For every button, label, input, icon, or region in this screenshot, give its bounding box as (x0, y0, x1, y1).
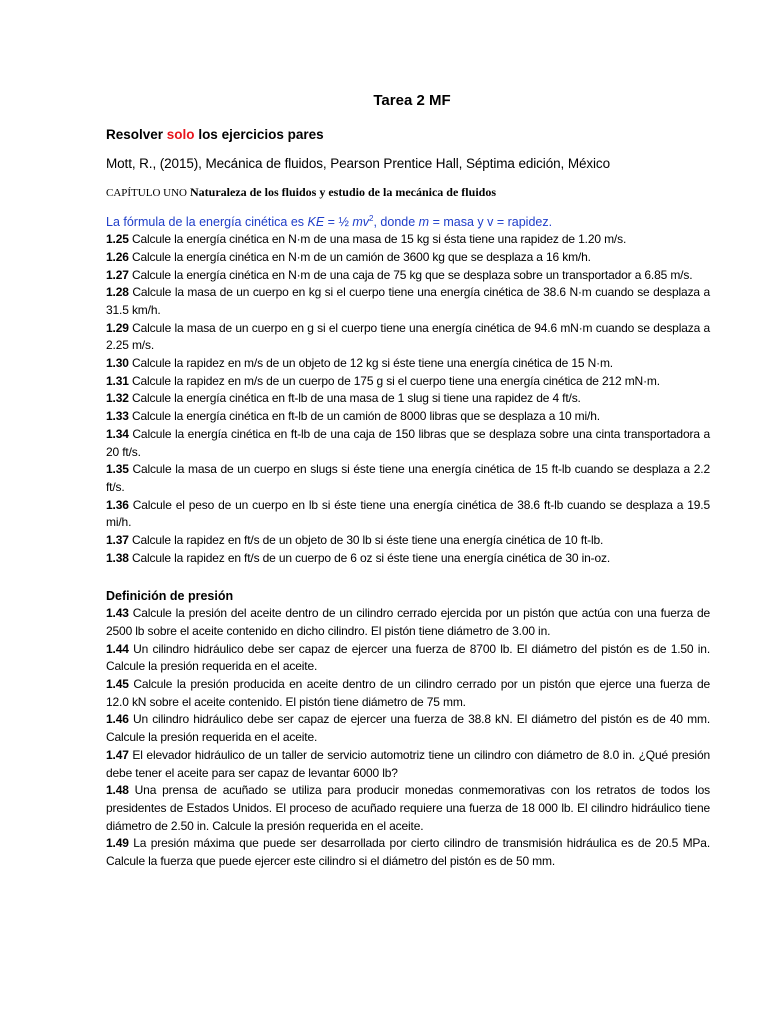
problem-number: 1.32 (106, 391, 129, 406)
problem-item (106, 231, 710, 249)
problem-list-kinetic-energy (106, 231, 710, 567)
problem-number: 1.25 (106, 232, 129, 247)
problem-text: Calcule la energía cinética en ft-lb de una caja de 150 libras que se desplaza sobre una cinta transportadora a 20 ft/s. (106, 426, 711, 459)
problem-number: 1.45 (106, 677, 129, 692)
problem-text: Calcule la masa de un cuerpo en slugs si éste tiene una energía cinética de 15 ft-lb cuando se desplaza a 2.2 ft/s. (106, 462, 710, 494)
problem-item (106, 782, 710, 835)
problem-number: 1.34 (106, 426, 129, 441)
problem-list-pressure (106, 605, 710, 871)
problem-item (106, 835, 710, 870)
bibliographic-reference: Mott, R., (2015), Mecánica de fluidos, Pearson Prentice Hall, Séptima edición, México (106, 156, 610, 171)
problem-number: 1.30 (106, 356, 129, 371)
problem-text: La presión máxima que puede ser desarrollada por cierto cilindro de transmisión hidráulica es de 20.5 MPa. Calcule la fuerza que puede ejercer este cilindro si el diámetro del pistón es de 50 mm. (106, 836, 710, 869)
section-heading-pressure: Definición de presión (106, 588, 234, 603)
formula-mid: , donde (373, 215, 419, 230)
problem-text: Calcule el peso de un cuerpo en lb si éste tiene una energía cinética de 38.6 ft-lb cuando se desplaza a 19.5 mi/h. (106, 497, 711, 530)
chapter-heading (106, 185, 710, 200)
problem-number: 1.28 (106, 285, 129, 300)
kinetic-energy-formula (106, 214, 710, 229)
formula-eq: = ½ (324, 215, 353, 230)
problem-text: Calcule la energía cinética en N·m de una caja de 75 kg que se desplaza sobre un transportador a 6.85 m/s. (131, 267, 693, 282)
problem-text: Calcule la energía cinética en ft-lb de un camión de 8000 libras que se desplaza a 10 mi/h. (131, 409, 600, 424)
instructions-post: los ejercicios pares (194, 127, 324, 142)
problem-item (106, 284, 710, 319)
problem-number: 1.27 (106, 267, 129, 282)
problem-item (106, 408, 710, 426)
problem-item (106, 641, 710, 676)
problem-item (106, 461, 710, 496)
problem-text: Calcule la presión del aceite dentro de un cilindro cerrado ejercida por un pistón que actúa con una fuerza de 2500 lb sobre el aceite contenido en dicho cilindro. El pistón tiene diámetro de 3.00 in. (106, 606, 710, 638)
problem-item (106, 550, 710, 568)
problem-number: 1.46 (106, 712, 129, 727)
problem-text: Calcule la energía cinética en N·m de una masa de 15 kg si ésta tiene una rapidez de 1.20 m/s. (131, 232, 627, 247)
problem-item (106, 390, 710, 408)
problem-item (106, 747, 710, 782)
problem-number: 1.37 (106, 533, 129, 548)
problem-text: Calcule la rapidez en ft/s de un cuerpo de 6 oz si éste tiene una energía cinética de 30 in-oz. (131, 550, 611, 565)
problem-number: 1.49 (106, 836, 129, 851)
problem-text: Un cilindro hidráulico debe ser capaz de ejercer una fuerza de 38.8 kN. El diámetro del pistón es de 40 mm. Calcule la presión requerida en el aceite. (106, 712, 711, 745)
problem-text: Calcule la rapidez en ft/s de un objeto de 30 lb si éste tiene una energía cinética de 10 ft-lb. (131, 533, 604, 548)
problem-number: 1.31 (106, 373, 129, 388)
problem-text: Calcule la rapidez en m/s de un objeto de 12 kg si éste tiene una energía cinética de 15 N·m. (131, 356, 613, 371)
instructions-pre: Resolver (106, 127, 167, 142)
problem-number: 1.38 (106, 550, 129, 565)
problem-item (106, 373, 710, 391)
problem-text: Calcule la masa de un cuerpo en g si el cuerpo tiene una energía cinética de 94.6 mN·m cuando se desplaza a 2.25 m/s. (106, 320, 711, 353)
problem-number: 1.47 (106, 747, 129, 762)
formula-post: = masa y v = rapidez. (429, 215, 553, 230)
problem-item (106, 497, 710, 532)
problem-text: Calcule la energía cinética en N·m de un camión de 3600 kg que se desplaza a 16 km/h. (131, 249, 591, 264)
problem-item (106, 605, 710, 640)
problem-text: Calcule la masa de un cuerpo en kg si el cuerpo tiene una energía cinética de 38.6 N·m cuando se desplaza a 31.5 km/h. (106, 285, 710, 317)
problem-text: Una prensa de acuñado se utiliza para producir monedas conmemorativas con los retratos de todos los presidentes de Estados Unidos. El proceso de acuñado requiere una fuerza de 18 000 lb. El cilindro hidráulico tiene diámetro de 2.50 in. Calcule la presión requerida en el aceite. (106, 783, 710, 833)
problem-number: 1.26 (106, 249, 129, 264)
problem-number: 1.48 (106, 783, 129, 798)
formula-mv: mv (352, 215, 370, 230)
instructions (106, 127, 710, 142)
formula-pre: La fórmula de la energía cinética es (106, 215, 308, 230)
formula-sup: 2 (369, 214, 374, 223)
problem-number: 1.29 (106, 320, 129, 335)
problem-number: 1.33 (106, 409, 129, 424)
problem-item (106, 320, 710, 355)
problem-item (106, 267, 710, 285)
problem-item (106, 711, 710, 746)
chapter-name: Naturaleza de los fluidos y estudio de la mecánica de fluidos (189, 185, 496, 199)
problem-item (106, 532, 710, 550)
chapter-label: CAPÍTULO UNO (106, 187, 187, 199)
problem-number: 1.44 (106, 641, 129, 656)
problem-item (106, 676, 710, 711)
problem-number: 1.43 (106, 606, 129, 621)
problem-text: Calcule la energía cinética en ft-lb de una masa de 1 slug si tiene una rapidez de 4 ft/s. (131, 391, 581, 406)
problem-number: 1.36 (106, 497, 129, 512)
formula-ke: KE (307, 215, 325, 230)
problem-item (106, 249, 710, 267)
page-title: Tarea 2 MF (373, 92, 451, 109)
problem-text: El elevador hidráulico de un taller de servicio automotriz tiene un cilindro con diámetro de 8.0 in. ¿Qué presión debe tener el aceite para ser capaz de levantar 6000 lb? (106, 747, 710, 780)
problem-text: Un cilindro hidráulico debe ser capaz de ejercer una fuerza de 8700 lb. El diámetro del pistón es de 1.50 in. Calcule la presión requerida en el aceite. (106, 641, 711, 674)
problem-number: 1.35 (106, 462, 129, 477)
instructions-highlight: solo (166, 127, 195, 142)
problem-text: Calcule la rapidez en m/s de un cuerpo de 175 g si el cuerpo tiene una energía cinética de 212 mN·m. (131, 373, 660, 388)
problem-item (106, 426, 710, 461)
problem-item (106, 355, 710, 373)
formula-m: m (418, 215, 430, 230)
problem-text: Calcule la presión producida en aceite dentro de un cilindro cerrado por un pistón que ejerce una fuerza de 12.0 kN sobre el aceite contenido. El pistón tiene diámetro de 75 mm. (106, 677, 710, 709)
